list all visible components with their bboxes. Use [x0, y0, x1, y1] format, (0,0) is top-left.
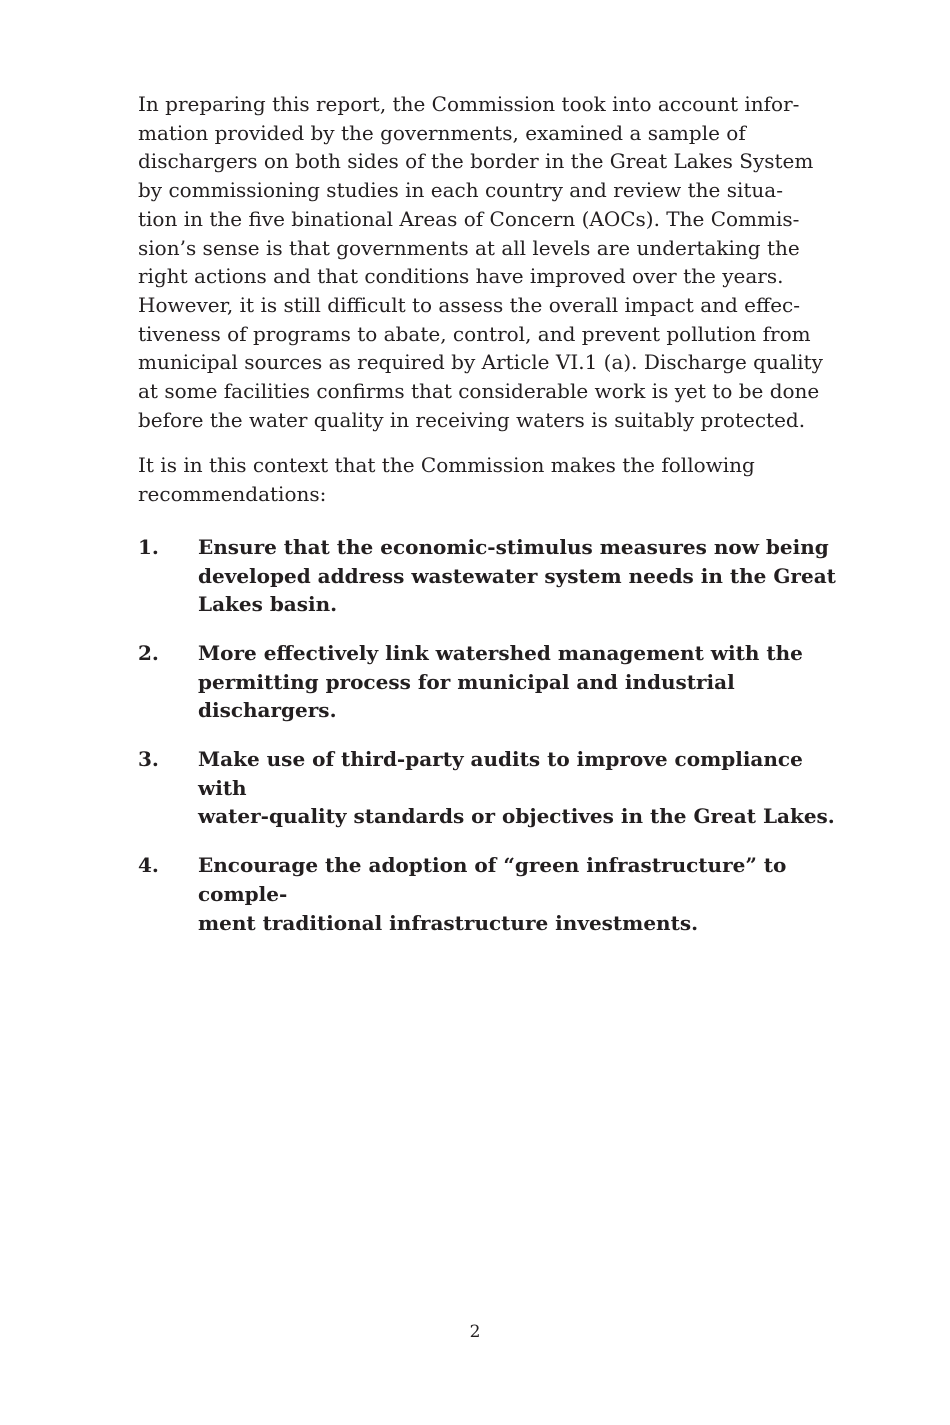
text-line: sion’s sense is that governments at all levels are undertaking the [138, 235, 800, 260]
recommendation-number: 2. [138, 640, 159, 665]
text-line: It is in this context that the Commission makes the following [138, 453, 755, 478]
text-line: However, it is still difficult to assess the overall impact and effec- [138, 292, 801, 317]
document-page [138, 90, 838, 957]
text-line: water-quality standards or objectives in the Great Lakes. [198, 804, 835, 829]
recommendation-item [138, 745, 838, 831]
text-line: permitting process for municipal and industrial dischargers. [198, 669, 735, 723]
text-line: before the water quality in receiving waters is suitably protected. [138, 407, 806, 432]
context-paragraph [138, 451, 838, 508]
text-line: tion in the five binational Areas of Concern (AOCs). The Commis- [138, 206, 800, 231]
recommendations-list [138, 533, 838, 937]
recommendation-text [198, 639, 838, 725]
text-line: tiveness of programs to abate, control, and prevent pollution from [138, 321, 811, 346]
text-line: dischargers on both sides of the border in the Great Lakes System [138, 149, 814, 174]
recommendation-text [198, 851, 838, 937]
text-line: by commissioning studies in each country and review the situa- [138, 178, 783, 203]
text-line: In preparing this report, the Commission took into account infor- [138, 92, 800, 116]
intro-paragraph [138, 90, 838, 434]
text-line: at some facilities confirms that considerable work is yet to be done [138, 379, 820, 404]
text-line: municipal sources as required by Article VI.1 (a). Discharge quality [138, 350, 823, 375]
page-number: 2 [469, 1322, 481, 1342]
text-line: Make use of third-party audits to improve compliance with [198, 747, 803, 800]
recommendation-number: 1. [138, 534, 159, 559]
recommendation-item [138, 639, 838, 725]
text-line: Lakes basin. [198, 592, 338, 617]
text-line: mation provided by the governments, examined a sample of [138, 120, 746, 145]
text-line: right actions and that conditions have improved over the years. [138, 264, 784, 289]
text-line: ment traditional infrastructure investments. [198, 910, 699, 935]
recommendation-number: 3. [138, 747, 159, 772]
recommendation-item [138, 533, 838, 619]
text-line: Ensure that the economic-stimulus measures now being [198, 534, 829, 559]
recommendation-text [198, 533, 838, 619]
text-line: developed address wastewater system needs in the Great [198, 563, 836, 588]
recommendation-number: 4. [138, 853, 159, 878]
text-line: recommendations: [138, 482, 327, 507]
recommendation-text [198, 745, 838, 831]
text-line: More effectively link watershed management with the [198, 640, 803, 665]
text-line: Encourage the adoption of “green infrastructure” to comple- [198, 853, 787, 906]
recommendation-item [138, 851, 838, 937]
